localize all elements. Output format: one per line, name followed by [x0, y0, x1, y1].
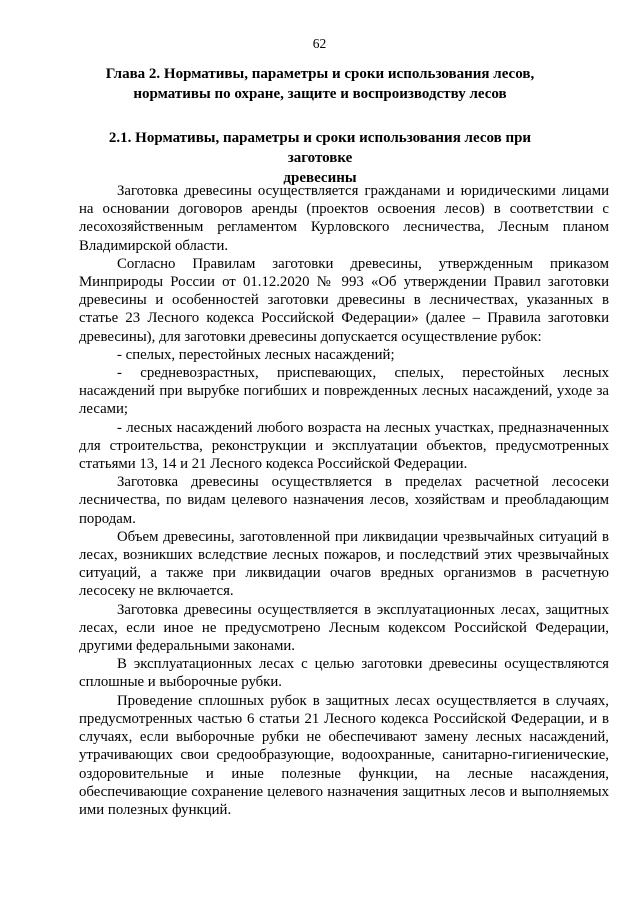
section-title [80, 128, 560, 188]
paragraph: Проведение сплошных рубок в защитных лесах осуществляется в случаях, предусмотренных частью 6 статьи 21 Лесного кодекса Российской Федерации, и в случаях, если выборочные рубки не обеспечивают замену лесных насаждений, утрачивающих свои средообразующие, водоохранные, санитарно-гигиенические, оздоровительные и иные полезные функции, на лесные насаждения, обеспечивающие сохранение целевого назначения защитных лесов и выполняемых ими полезных функций. [79, 692, 609, 818]
paragraph: Заготовка древесины осуществляется в эксплуатационных лесах, защитных лесах, если иное не предусмотрено Лесным кодексом Российской Федерации, другими федеральными законами. [79, 601, 609, 655]
list-item: - лесных насаждений любого возраста на лесных участках, предназначенных для строительства, реконструкции и эксплуатации объектов, предусмотренных статьями 13, 14 и 21 Лесного кодекса Российской Федерации. [79, 419, 609, 473]
chapter-title-line-1: Глава 2. Нормативы, параметры и сроки использования лесов, [105, 66, 535, 82]
paragraph: Заготовка древесины осуществляется гражданами и юридическими лицами на основании договоров аренды (проектов освоения лесов) в соответствии с лесохозяйственным регламентом Курловского лесничества, Лесным планом Владимирской области. [79, 183, 609, 254]
body-text [79, 182, 609, 819]
chapter-title [95, 64, 545, 104]
list-item: - средневозрастных, приспевающих, спелых, перестойных лесных насаждений при вырубке погибших и поврежденных лесных насаждений, уходе за лесами; [79, 365, 609, 418]
paragraph: Согласно Правилам заготовки древесины, утвержденным приказом Минприроды России от 01.12.2020 № 993 «Об утверждении Правил заготовки древесины и особенностей заготовки древесины в лесничествах, указанных в статье 23 Лесного кодекса Российской Федерации» (далее – Правила заготовки древесины), для заготовки древесины допускается осуществление рубок: [79, 255, 609, 345]
section-title-line-1: 2.1. Нормативы, параметры и сроки использования лесов при заготовке [108, 130, 532, 166]
paragraph: В эксплуатационных лесах с целью заготовки древесины осуществляются сплошные и выборочные рубки. [79, 656, 609, 691]
paragraph: Заготовка древесины осуществляется в пределах расчетной лесосеки лесничества, по видам целевого назначения лесов, хозяйствам и преобладающим породам. [79, 474, 609, 527]
list-item: - спелых, перестойных лесных насаждений; [117, 346, 395, 363]
chapter-title-line-2: нормативы по охране, защите и воспроизводству лесов [133, 86, 507, 102]
paragraph: Объем древесины, заготовленной при ликвидации чрезвычайных ситуаций в лесах, возникших вследствие лесных пожаров, и последствий этих чрезвычайных ситуаций, а также при ликвидации очагов вредных организмов в расчетную лесосеку не включается. [79, 528, 609, 600]
page-number: 62 [312, 36, 327, 51]
section-title-line-2: древесины [283, 170, 357, 186]
